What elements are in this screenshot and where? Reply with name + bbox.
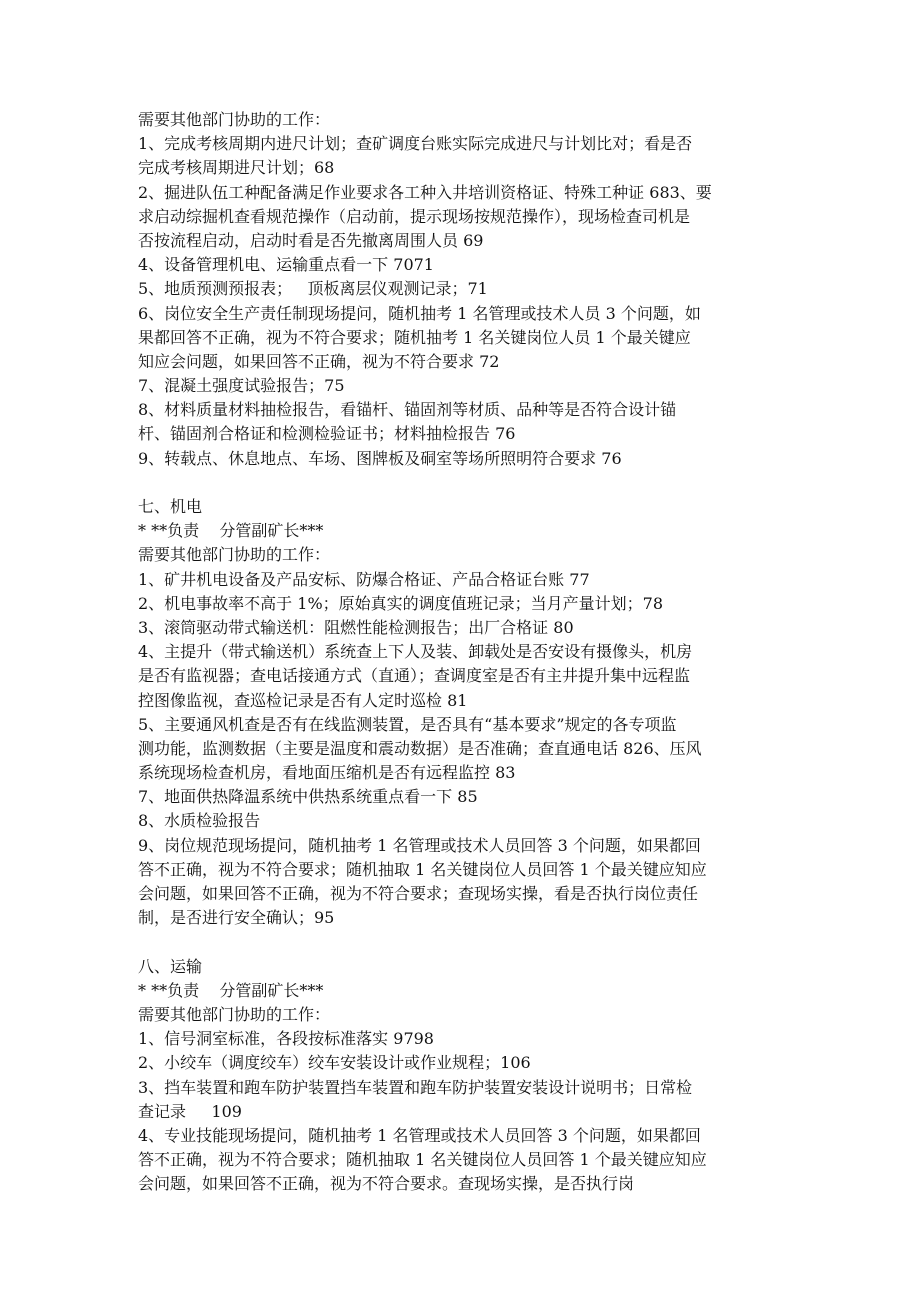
text-line: 1、完成考核周期内进尺计划；查矿调度台账实际完成进尺与计划比对；看是否: [138, 134, 693, 154]
text-line: 杆、锚固剂合格证和检测检验证书；材料抽检报告 76: [138, 424, 516, 444]
text-line: 否按流程启动，启动时看是否先撤离周围人员 69: [138, 230, 484, 250]
help-heading: 需要其他部门协助的工作：: [138, 110, 331, 129]
section-yunshu: [138, 955, 788, 1197]
text-line: 制，是否进行安全确认；95: [138, 908, 335, 928]
text-line: 4、设备管理机电、运输重点看一下 7071: [138, 255, 434, 275]
section-heading: 七、机电: [138, 497, 203, 516]
text-line: 会问题，如果回答不正确，视为不符合要求。查现场实操，是否执行岗: [138, 1174, 635, 1194]
text-line: 5、主要通风机查是否有在线监测装置，是否具有“基本要求”规定的各专项监: [138, 714, 677, 734]
text-line: 1、矿井机电设备及产品安标、防爆合格证、产品合格证台账 77: [138, 569, 590, 589]
document-page: [138, 108, 788, 1196]
section-previous-work: [138, 108, 788, 471]
text-line: 完成考核周期进尺计划；68: [138, 158, 335, 178]
text-line: 5、地质预测预报表； 顶板离层仪观测记录；71: [138, 279, 488, 299]
text-line: 7、混凝土强度试验报告；75: [138, 376, 345, 396]
section-jidian: [138, 495, 788, 930]
paragraph-spacer: [138, 930, 788, 954]
text-line: 控图像监视，查巡检记录是否有人定时巡检 81: [138, 690, 468, 710]
text-line: 查记录 109: [138, 1101, 242, 1121]
text-line: 答不正确，视为不符合要求；随机抽取 1 名关键岗位人员回答 1 个最关键应知应: [138, 1150, 707, 1170]
text-line: 3、挡车装置和跑车防护装置挡车装置和跑车防护装置安装设计说明书；日常检: [138, 1077, 693, 1097]
help-heading: 需要其他部门协助的工作：: [138, 1004, 331, 1024]
text-line: 是否有监视器；查电话接通方式（直通）；查调度室是否有主井提升集中远程监: [138, 666, 691, 686]
text-line: 答不正确，视为不符合要求；随机抽取 1 名关键岗位人员回答 1 个最关键应知应: [138, 859, 707, 879]
responsible-line: * **负责 分管副矿长***: [138, 521, 324, 541]
text-line: 6、岗位安全生产责任制现场提问，随机抽考 1 名管理或技术人员 3 个问题，如: [138, 303, 701, 323]
text-line: 4、主提升（带式输送机）系统查上下人及装、卸载处是否安设有摄像头，机房: [138, 642, 693, 662]
text-line: 测功能，监测数据（主要是温度和震动数据）是否准确；查直通电话 826、压风: [138, 738, 702, 758]
text-line: 8、材料质量材料抽检报告，看锚杆、锚固剂等材质、品种等是否符合设计锚: [138, 400, 677, 420]
text-line: 1、信号洞室标准，各段按标准落实 9798: [138, 1029, 434, 1049]
text-line: 2、机电事故率不高于 1%；原始真实的调度值班记录；当月产量计划；78: [138, 593, 664, 613]
paragraph-spacer: [138, 471, 788, 495]
text-line: 求启动综掘机查看规范操作（启动前，提示现场按规范操作），现场检查司机是: [138, 206, 691, 226]
text-line: 8、水质检验报告: [138, 811, 261, 831]
section-heading: 八、运输: [138, 956, 203, 976]
text-line: 2、小绞车（调度绞车）绞车安装设计或作业规程；106: [138, 1053, 531, 1073]
text-line: 果都回答不正确，视为不符合要求；随机抽考 1 名关键岗位人员 1 个最关键应: [138, 327, 691, 347]
text-line: 知应会问题，如果回答不正确，视为不符合要求 72: [138, 351, 500, 371]
text-line: 系统现场检查机房，看地面压缩机是否有远程监控 83: [138, 763, 516, 783]
help-heading: 需要其他部门协助的工作：: [138, 545, 331, 565]
text-line: 7、地面供热降温系统中供热系统重点看一下 85: [138, 787, 478, 807]
text-line: 9、转载点、休息地点、车场、图牌板及硐室等场所照明符合要求 76: [138, 448, 622, 468]
text-line: 9、岗位规范现场提问，随机抽考 1 名管理或技术人员回答 3 个问题，如果都回: [138, 835, 701, 855]
text-line: 2、掘进队伍工种配备满足作业要求各工种入井培训资格证、特殊工种证 683、要: [138, 182, 712, 202]
text-line: 3、滚筒驱动带式输送机：阻燃性能检测报告；出厂合格证 80: [138, 617, 574, 637]
responsible-line: * **负责 分管副矿长***: [138, 980, 324, 1000]
text-line: 4、专业技能现场提问，随机抽考 1 名管理或技术人员回答 3 个问题，如果都回: [138, 1125, 701, 1145]
text-line: 会问题，如果回答不正确，视为不符合要求；查现场实操，看是否执行岗位责任: [138, 884, 699, 903]
